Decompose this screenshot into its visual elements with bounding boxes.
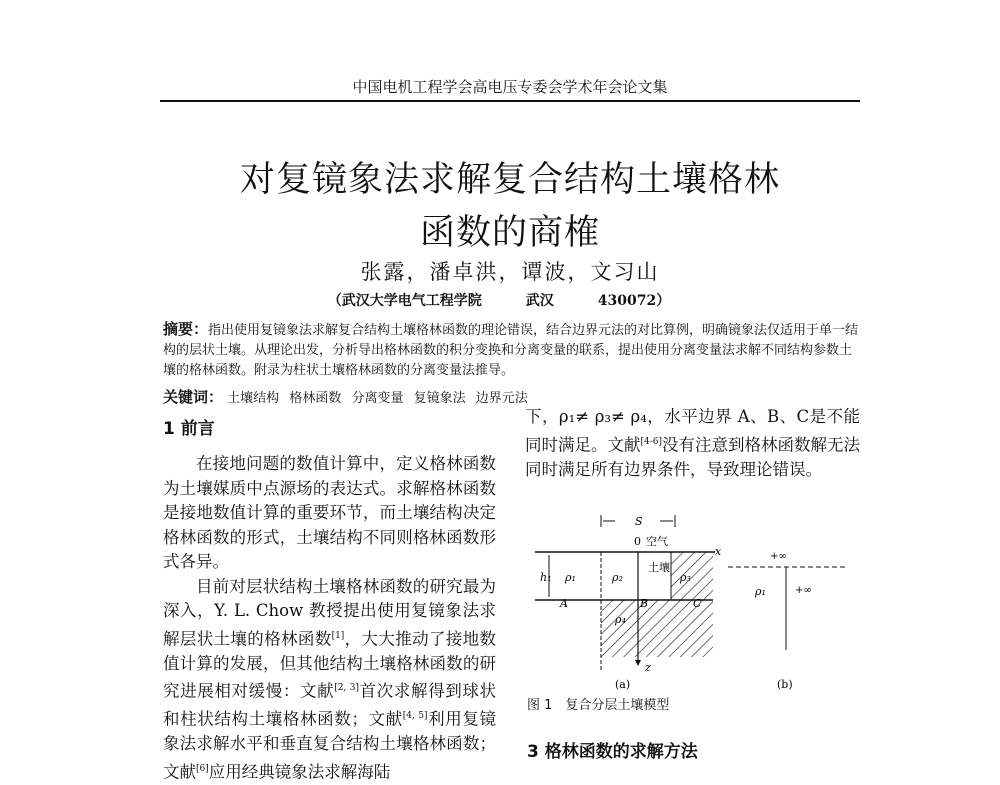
rho4-label: ρ₄ bbox=[615, 613, 626, 626]
keyword: 土壤结构 bbox=[227, 391, 280, 406]
figure-b bbox=[728, 551, 845, 690]
keywords bbox=[163, 386, 534, 407]
subfigure-b-label: (b) bbox=[777, 678, 793, 690]
point-C: C bbox=[693, 597, 702, 610]
running-header: 中国电机工程学会高电压专委会学术年会论文集 bbox=[352, 78, 668, 96]
infinity-top: +∞ bbox=[770, 551, 787, 562]
abstract bbox=[163, 319, 863, 381]
rho2-label: ρ₂ bbox=[612, 571, 623, 584]
origin-label: 0 bbox=[634, 535, 641, 548]
citation: [1] bbox=[331, 630, 345, 641]
figure-1 bbox=[515, 505, 875, 690]
paper-title-line-2: 函数的商榷 bbox=[419, 213, 600, 253]
rho1-label: ρ₁ bbox=[565, 571, 576, 584]
section-1-heading: 1 前言 bbox=[163, 419, 215, 439]
citation: [6] bbox=[196, 763, 209, 774]
z-axis-label: z bbox=[645, 661, 651, 674]
keyword: 边界元法 bbox=[475, 391, 528, 406]
header-rule bbox=[160, 100, 860, 102]
rho3-region bbox=[671, 552, 713, 600]
keyword: 分离变量 bbox=[351, 391, 404, 406]
point-B: B bbox=[640, 597, 649, 610]
affil-postcode: 430072） bbox=[597, 293, 671, 309]
paragraph: 在接地问题的数值计算中，定义格林函数为土壤媒质中点源场的表达式。求解格林函数是接地数值计算的重要环节，而土壤结构决定格林函数的形式，土壤结构不同则格林函数形式各异。 bbox=[163, 454, 496, 571]
soil-label: 土壤 bbox=[648, 561, 670, 574]
infinity-right: +∞ bbox=[795, 585, 812, 596]
section-3-heading: 3 格林函数的求解方法 bbox=[527, 742, 698, 762]
keyword: 格林函数 bbox=[289, 391, 342, 406]
rho1-b-label: ρ₁ bbox=[755, 585, 766, 598]
air-label: 空气 bbox=[646, 535, 668, 548]
rho3-label: ρ₃ bbox=[680, 571, 691, 584]
point-A: A bbox=[560, 597, 568, 610]
affil-city: 武汉 bbox=[525, 293, 554, 309]
affil-institution: 武汉大学电气工程学院 bbox=[341, 293, 482, 309]
affil-open: （ bbox=[327, 293, 342, 309]
figure-a bbox=[535, 515, 722, 690]
authors: 张露，潘卓洪，谭波，文习山 bbox=[360, 260, 660, 284]
citation: [4-6] bbox=[640, 436, 663, 447]
citation: [2, 3] bbox=[334, 683, 360, 693]
keyword: 复镜象法 bbox=[413, 391, 466, 406]
abstract-text: 指出使用复镜象法求解复合结构土壤格林函数的理论错误，结合边界元法的对比算例，明确镜象法仅适用于单一结构的层状土壤。从理论出发，分析导出格林函数的积分变换和分离变量的联系，提出使用分离变量法求解不同结构参数土壤的格林函数。附录为柱状土壤格林函数的分离变量法推导。 bbox=[163, 323, 859, 378]
paper-title-line-1: 对复镜象法求解复合结构土壤格林 bbox=[239, 160, 780, 200]
left-column bbox=[163, 452, 496, 785]
affiliation bbox=[160, 290, 860, 310]
paragraph: 目前对层状结构土壤格林函数的研究最为深入，Y. L. Chow 教授提出使用复镜象法求解层状土壤的格林函数[1]，大大推动了接地数值计算的发展，但其他结构土壤格林函数的研究进展相对缓慢：文献[2, 3]首次求解得到球状和柱状结构土壤格林函数；文献[4, 5]利用复镜象法求解水平和垂直复合结构土壤格林函数；文献[6]应用经典镜象法求解海陆 bbox=[163, 576, 497, 781]
abstract-label: 摘要： bbox=[163, 320, 209, 338]
h1-label: h₁ bbox=[540, 571, 552, 584]
figure-caption: 图 1 复合分层土壤模型 bbox=[527, 698, 670, 713]
citation: [4, 5] bbox=[402, 711, 428, 721]
right-column-text: 下，ρ₁≠ ρ₃≠ ρ₄，水平边界 A、B、C是不能同时满足。文献[4-6]没有注意到格林函数解无法同时满足所有边界条件，导致理论错误。 bbox=[525, 407, 861, 479]
keywords-label: 关键词： bbox=[163, 388, 224, 406]
s-label: S bbox=[635, 515, 643, 528]
subfigure-a-label: (a) bbox=[615, 678, 631, 690]
x-axis-label: x bbox=[715, 545, 722, 558]
